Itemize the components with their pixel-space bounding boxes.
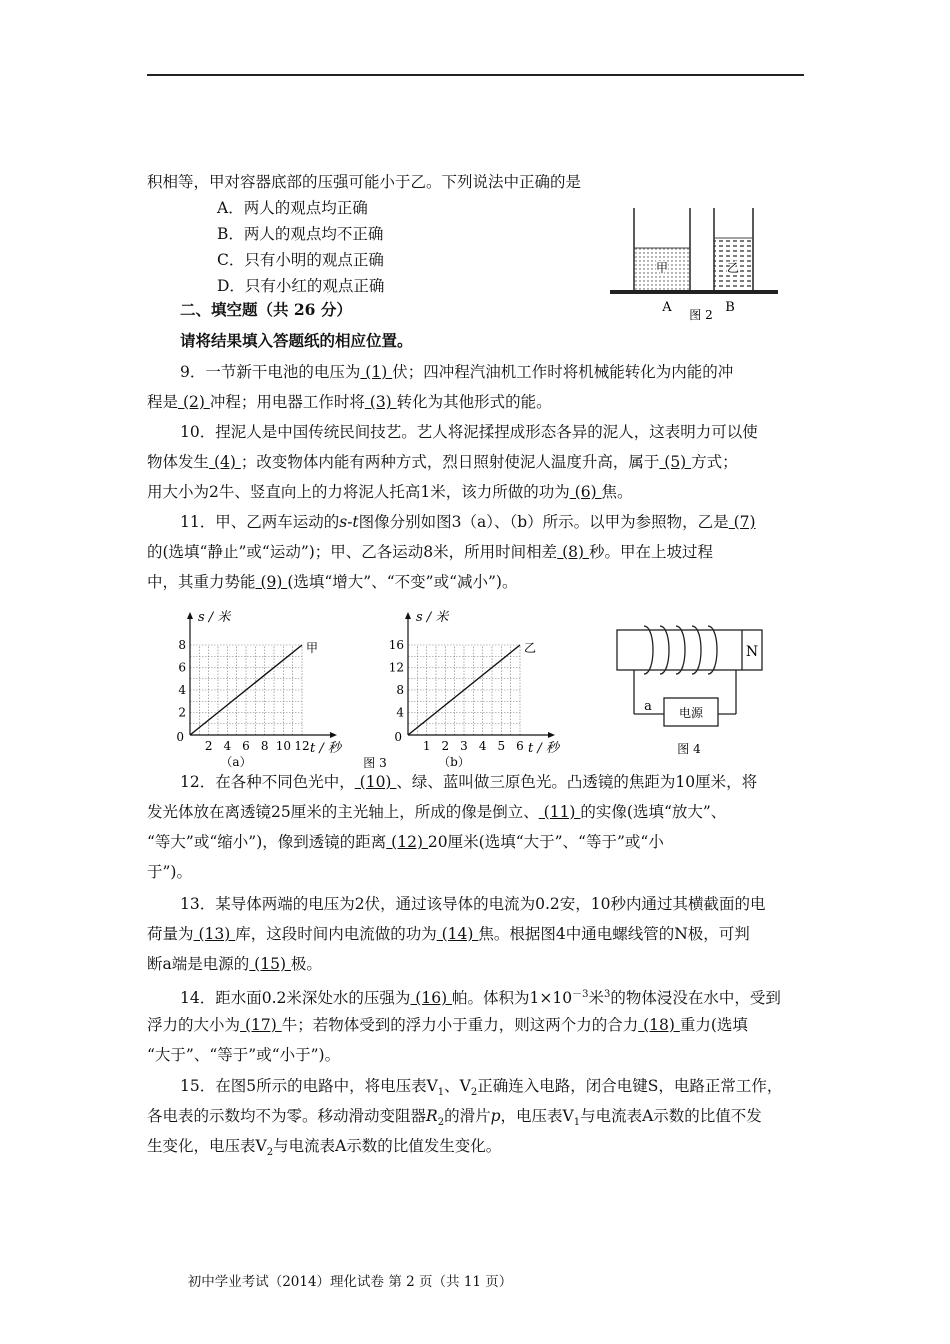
q10-line3: [147, 482, 633, 502]
exponent: －3: [572, 989, 589, 1000]
blank-1: (1): [360, 363, 393, 381]
blank-16: (16): [410, 989, 453, 1008]
q15-line1: [180, 1076, 782, 1103]
y-tick-label: 4: [178, 683, 186, 697]
q13-text: 断a端是电源的: [147, 955, 250, 973]
subfigure-label: （a）: [220, 755, 252, 769]
q14-line1: [180, 985, 781, 1008]
q14-text: 米: [588, 989, 605, 1008]
blank-18: (18): [638, 1016, 680, 1034]
y-axis-label: s / 米: [416, 610, 449, 625]
q9-line2: [147, 392, 552, 412]
x-tick-label: 6: [516, 739, 524, 753]
q9-text: 冲程；用电器工作时将: [209, 393, 365, 411]
blank-6: (6): [569, 483, 602, 501]
r-symbol: R: [426, 1107, 438, 1125]
x-tick-label: 12: [294, 739, 310, 753]
q12-line3: [147, 832, 664, 852]
p-symbol: p: [490, 1107, 501, 1125]
q15-text: 、V: [444, 1077, 471, 1095]
blank-8: (8): [557, 543, 589, 561]
fig4-source-label: 电源: [678, 706, 704, 720]
y-axis-arrow: [405, 612, 411, 619]
x-tick-label: 4: [223, 739, 232, 753]
q11-line3: [147, 572, 517, 592]
x-tick-label: 3: [460, 739, 468, 753]
q15-text: 与电流表A示数的比值发生变化。: [273, 1137, 502, 1155]
y-tick-label: 8: [178, 638, 186, 652]
q13-text: 荷量为: [147, 925, 194, 943]
q15-text: 正确连入电路，闭合电键S，电路正常工作，: [477, 1077, 783, 1095]
q13-text: 焦。根据图4中通电螺线管的N极，可判: [478, 925, 750, 943]
option-b: B．两人的观点均不正确: [217, 225, 384, 243]
figure-3: [170, 605, 590, 775]
q10-text: 焦。: [601, 483, 633, 501]
blank-11: (11): [538, 803, 581, 821]
x-axis-label: t / 秒: [310, 741, 341, 756]
x-tick-label: 6: [242, 739, 250, 753]
q10-text: 用大小为2牛、竖直向上的力将泥人托高1米，该力所做的功为: [147, 483, 570, 501]
x-tick-label: 10: [275, 739, 291, 753]
blank-13: (13): [193, 925, 236, 943]
q9-text: 转化为其他形式的能。: [396, 393, 552, 411]
q11-text: 11．甲、乙两车运动的: [180, 513, 340, 531]
blank-2: (2): [178, 393, 210, 411]
q9-text: 9．一节新干电池的电压为: [180, 363, 361, 381]
st-label: s-t: [339, 513, 359, 531]
q15-text: 与电流表A示数的比值不发: [580, 1107, 762, 1125]
q13-line3: [147, 954, 322, 974]
q15-line2: [147, 1106, 762, 1133]
q14-text: 14．距水面0.2米深处水的压强为: [180, 989, 411, 1008]
q9-text: 程是: [147, 393, 179, 411]
blank-14: (14): [436, 925, 479, 943]
q11-text: 图像分别如图3（a）、（b）所示。以甲为参照物，乙是: [358, 513, 729, 531]
q11-text: 中，其重力势能: [147, 573, 256, 591]
exponent: 3: [604, 989, 611, 1000]
subscript: 2: [437, 1117, 445, 1129]
option-d: D．只有小红的观点正确: [217, 277, 385, 295]
q15-text: ，电压表V: [500, 1107, 574, 1125]
q15-text: 生变化，电压表V: [147, 1137, 267, 1155]
blank-12: (12): [386, 833, 428, 851]
fig4-caption: 图 4: [677, 742, 701, 756]
q14-text: 浮力的大小为: [147, 1016, 241, 1034]
y-axis-arrow: [187, 612, 193, 619]
fig2-caption: 图 2: [689, 308, 713, 322]
intro-line: 积相等，甲对容器底部的压强可能小于乙。下列说法中正确的是: [147, 173, 582, 191]
q13-text: 库，这段时间内电流做的功为: [235, 925, 437, 943]
q9-line1: [180, 362, 733, 382]
fig3-caption: 图 3: [363, 756, 387, 770]
header-rule: [147, 74, 804, 76]
q10-line1: 10．捏泥人是中国传统民间技艺。艺人将泥揉捏成形态各异的泥人，这表明力可以使: [180, 423, 758, 441]
chart-a: [176, 610, 344, 769]
series-label: 乙: [524, 641, 537, 655]
x-axis-arrow: [548, 732, 555, 738]
q12-text: 发光体放在离透镜25厘米的主光轴上，所成的像是倒立、: [147, 803, 539, 821]
q14-text: 重力(选填: [679, 1016, 748, 1034]
q12-line4: 于”)。: [147, 863, 192, 881]
y-tick-label: 8: [396, 683, 404, 697]
q11-text: 的(选填“静止”或“运动”)；甲、乙各运动8米，所用时间相差: [147, 543, 558, 561]
section2-note: 请将结果填入答题纸的相应位置。: [180, 331, 413, 350]
q14-text: 的物体浸没在水中，受到: [610, 989, 781, 1008]
blank-4: (4): [209, 453, 241, 471]
q10-text: ；改变物体内能有两种方式，烈日照射使泥人温度升高，属于: [240, 453, 660, 471]
fig2-label-right: 乙: [726, 261, 740, 275]
q12-text: 20厘米(选填“大于”、“等于”或“小: [427, 833, 664, 851]
subscript: 2: [266, 1147, 274, 1159]
subscript: 2: [470, 1087, 478, 1099]
page-footer: 初中学业考试（2014）理化试卷 第 2 页（共 11 页）: [187, 1274, 513, 1290]
fig2-label-b: B: [725, 300, 735, 315]
x-axis-label: t / 秒: [528, 741, 559, 756]
q12-text: 的实像(选填“放大”、: [580, 803, 727, 821]
fig2-label-left: 甲: [655, 261, 669, 275]
q9-text: 伏；四冲程汽油机工作时将机械能转化为内能的冲: [392, 363, 734, 381]
y-axis-label: s / 米: [198, 610, 231, 625]
x-axis-arrow: [330, 732, 337, 738]
blank-15: (15): [249, 955, 291, 973]
blank-7: (7): [728, 513, 756, 531]
q12-text: “等大”或“缩小”)，像到透镜的距离: [147, 833, 387, 851]
q13-text: 极。: [290, 955, 322, 973]
x-tick-label: 2: [441, 739, 450, 753]
q10-text: 物体发生: [147, 453, 210, 471]
subscript: 1: [437, 1087, 445, 1099]
option-c: C．只有小明的观点正确: [217, 251, 384, 269]
y-tick-label: 16: [388, 638, 404, 652]
q10-line2: [147, 452, 738, 472]
origin-label: 0: [176, 730, 184, 744]
y-tick-label: 2: [178, 705, 186, 720]
figure-2: [607, 204, 792, 324]
x-tick-label: 5: [497, 739, 506, 753]
fig4-n-label: N: [745, 644, 759, 660]
y-tick-label: 12: [388, 660, 404, 675]
x-tick-label: 8: [260, 739, 269, 753]
q12-line1: [180, 772, 757, 792]
subscript: 1: [573, 1117, 581, 1129]
q15-text: 15．在图5所示的电路中，将电压表V: [180, 1077, 438, 1095]
q15-text: 的滑片: [444, 1107, 491, 1125]
q11-text: 秒。甲在上坡过程: [588, 543, 713, 561]
fig2-label-a: A: [662, 300, 672, 315]
x-tick-label: 4: [478, 739, 487, 753]
q15-text: 各电表的示数均不为零。移动滑动变阻器: [147, 1107, 427, 1125]
q14-line2: [147, 1015, 748, 1035]
q13-line2: [147, 924, 750, 944]
blank-5: (5): [659, 453, 692, 471]
series-label: 甲: [306, 641, 319, 655]
section2-title: 二、填空题（共 26 分）: [180, 300, 352, 319]
q11-line2: [147, 542, 713, 562]
option-a: A．两人的观点均正确: [217, 199, 368, 217]
q14-text: 牛；若物体受到的浮力小于重力，则这两个力的合力: [281, 1016, 639, 1034]
blank-3: (3): [364, 393, 397, 411]
y-tick-label: 4: [396, 705, 404, 720]
q14-line3: “大于”、“等于”或“小于”)。: [147, 1046, 341, 1064]
blank-17: (17): [240, 1016, 282, 1034]
q15-line3: [147, 1136, 501, 1163]
blank-10: (10): [354, 773, 397, 791]
q12-line2: [147, 802, 726, 822]
q13-line1: 13．某导体两端的电压为2伏，通过该导体的电流为0.2安，10秒内通过其横截面的电: [180, 895, 766, 913]
fig4-a-label: a: [644, 699, 652, 714]
blank-9: (9): [255, 573, 288, 591]
origin-label: 0: [394, 730, 402, 744]
q12-text: 12．在各种不同色光中，: [180, 773, 355, 791]
y-tick-label: 6: [178, 660, 186, 675]
figure-4: [612, 622, 772, 762]
q12-text: 、绿、蓝叫做三原色光。凸透镜的焦距为10厘米，将: [396, 773, 758, 791]
x-tick-label: 1: [422, 739, 431, 753]
q11-line1: [180, 512, 756, 532]
q10-text: 方式；: [691, 453, 738, 471]
x-tick-label: 2: [204, 739, 213, 753]
subfigure-label: （b）: [438, 755, 470, 769]
q11-text: (选填“增大”、“不变”或“减小”)。: [287, 573, 518, 591]
q14-text: 帕。体积为1×10: [452, 989, 573, 1008]
chart-b: [389, 610, 562, 769]
